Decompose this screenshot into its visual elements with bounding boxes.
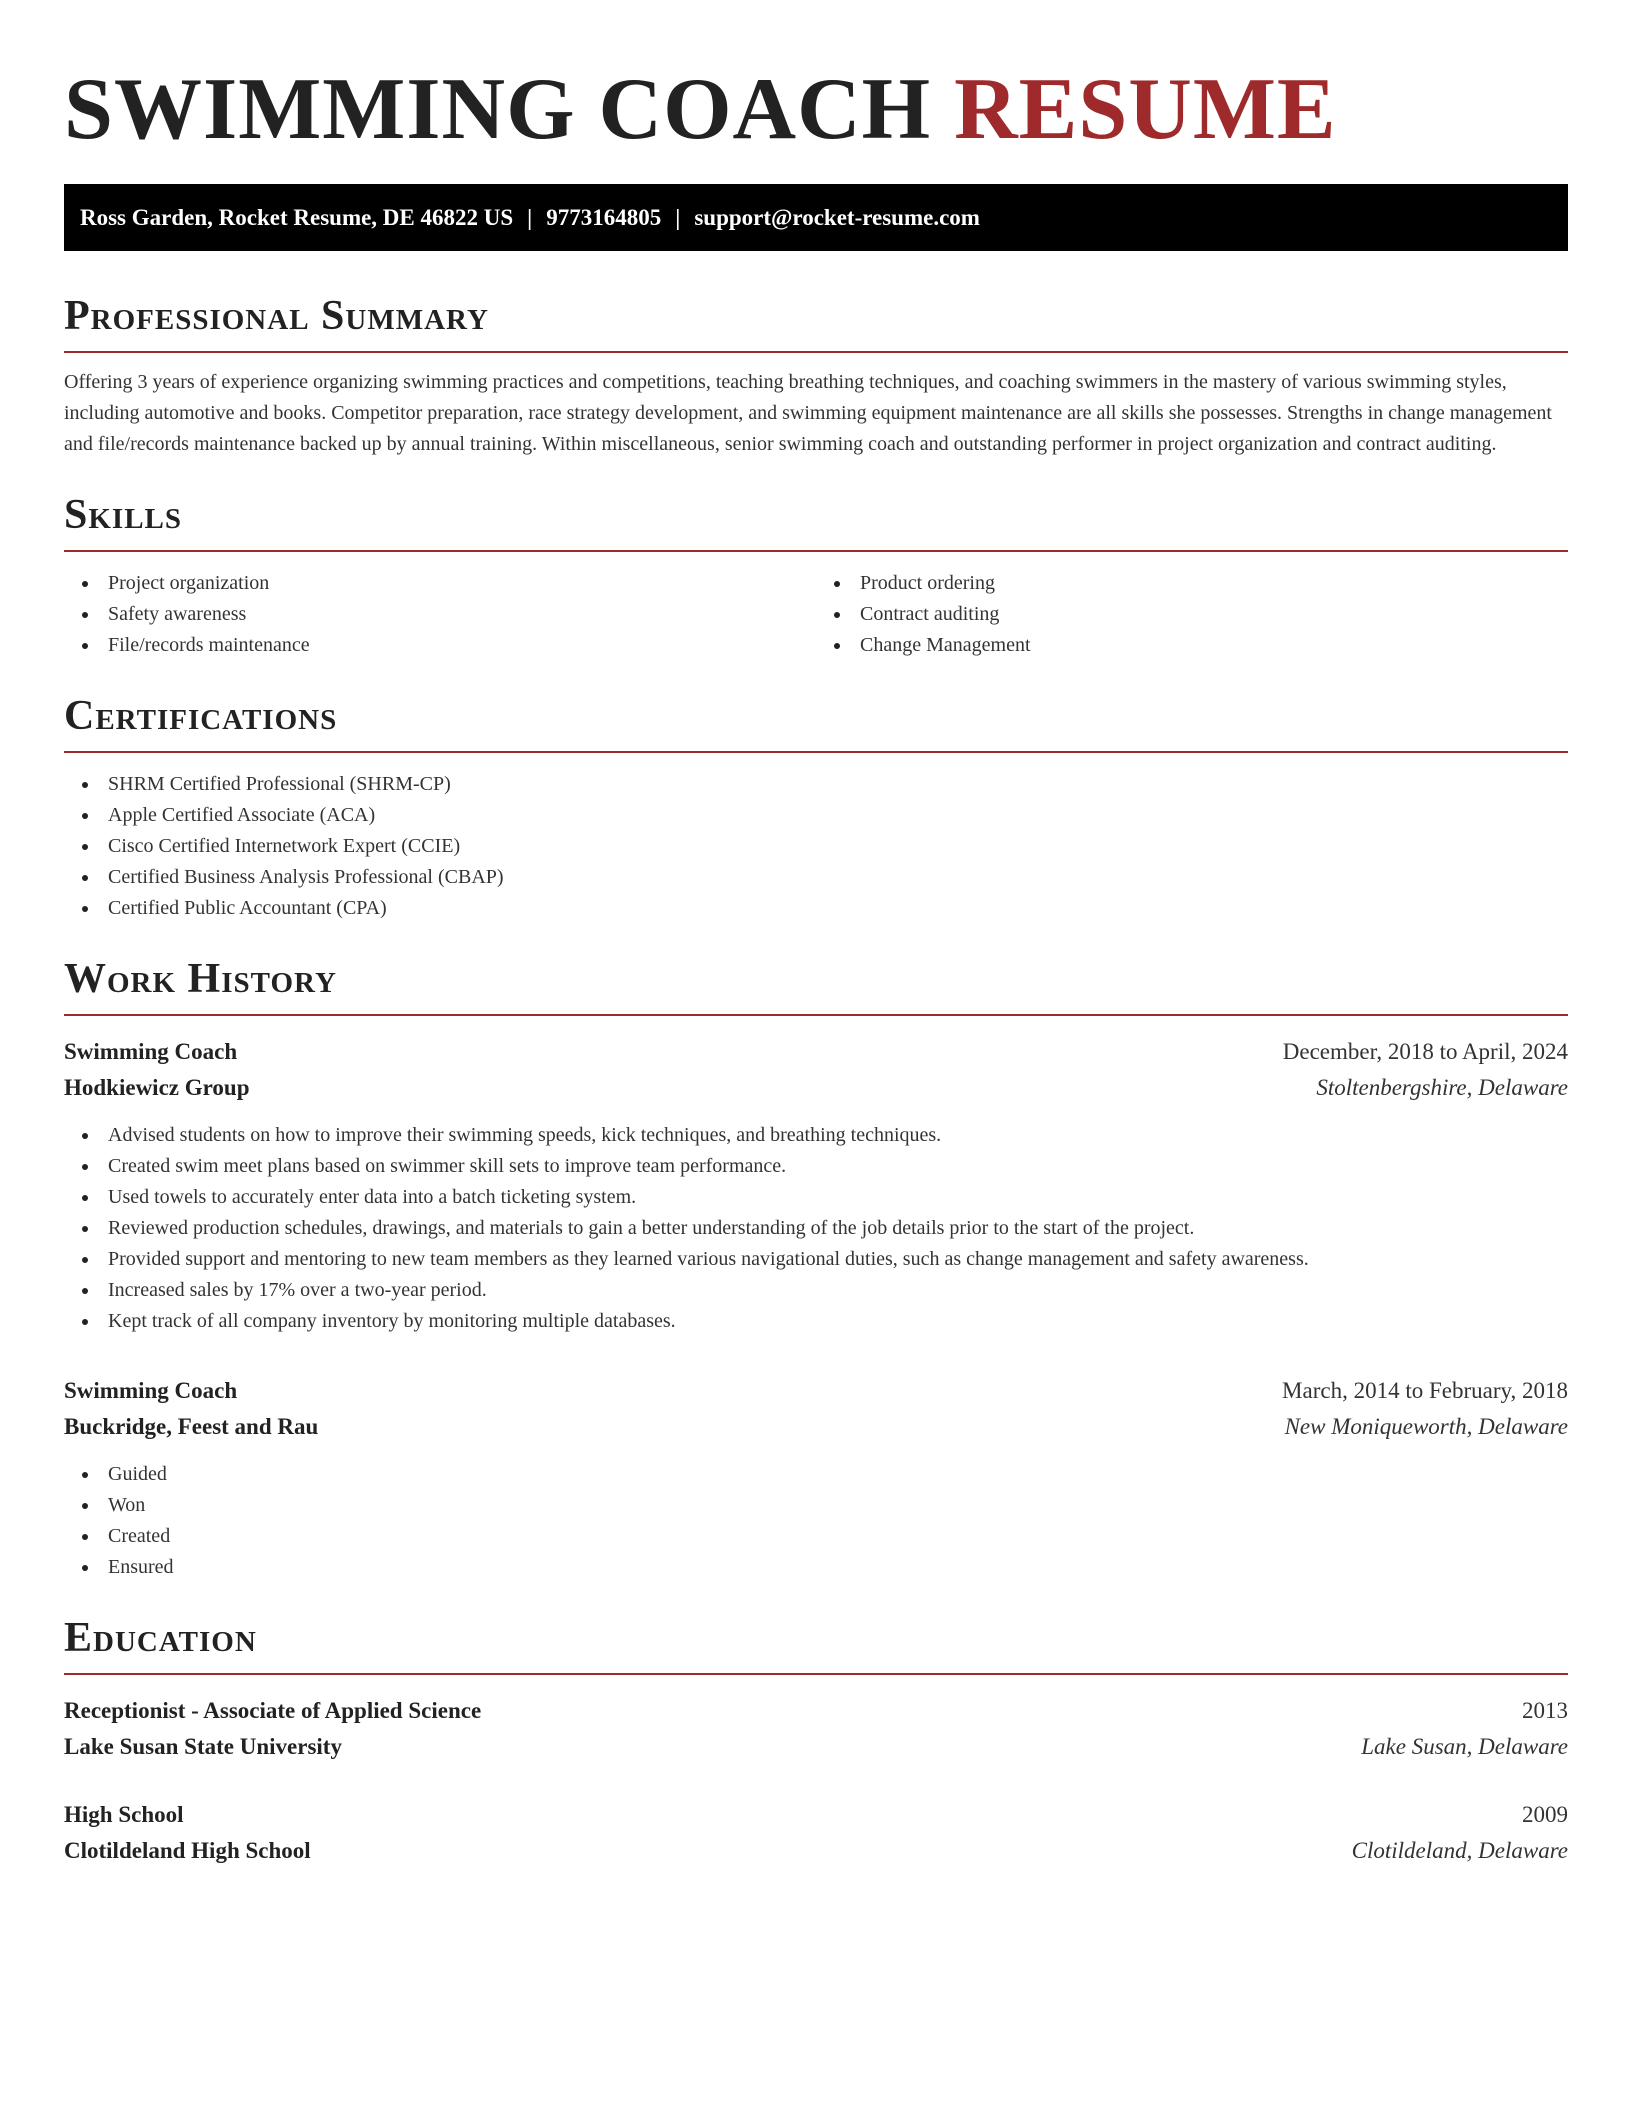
- job-duty: Advised students on how to improve their swimming speeds, kick techniques, and breathing techniques.: [64, 1120, 1568, 1151]
- job-duty: Ensured: [64, 1552, 1568, 1583]
- skill-item: Project organization: [64, 568, 816, 599]
- contact-bar: [64, 184, 1568, 251]
- certification-item: Certified Public Accountant (CPA): [64, 893, 1568, 924]
- job-entry: [64, 1034, 1568, 1337]
- education-school: Clotildeland High School: [64, 1838, 311, 1863]
- certifications-list: [64, 769, 1568, 924]
- job-location: Stoltenbergshire, Delaware: [1316, 1075, 1568, 1100]
- education-location: Lake Susan, Delaware: [1361, 1734, 1568, 1759]
- contact-address: Ross Garden, Rocket Resume, DE 46822 US: [80, 204, 514, 230]
- skills-grid: [64, 568, 1568, 661]
- education-degree: Receptionist - Associate of Applied Science: [64, 1698, 482, 1723]
- job-company-row: [64, 1070, 1568, 1106]
- job-entry: [64, 1373, 1568, 1583]
- certification-item: Apple Certified Associate (ACA): [64, 800, 1568, 831]
- education-school-row: [64, 1729, 1568, 1765]
- education-degree-row: [64, 1797, 1568, 1833]
- education-school-row: [64, 1833, 1568, 1869]
- education-heading: Education: [64, 1617, 1568, 1675]
- job-title-row: [64, 1034, 1568, 1070]
- job-duty: Guided: [64, 1459, 1568, 1490]
- job-company: Buckridge, Feest and Rau: [64, 1414, 319, 1439]
- job-duty: Created swim meet plans based on swimmer skill sets to improve team performance.: [64, 1151, 1568, 1182]
- job-duty: Reviewed production schedules, drawings, and materials to gain a better understanding of the job details prior to the start of the project.: [64, 1213, 1568, 1244]
- job-duty: Created: [64, 1521, 1568, 1552]
- education-entry: [64, 1693, 1568, 1765]
- contact-separator: |: [527, 204, 533, 230]
- certification-item: SHRM Certified Professional (SHRM-CP): [64, 769, 1568, 800]
- job-duty: Increased sales by 17% over a two-year period.: [64, 1275, 1568, 1306]
- title-main: SWIMMING COACH: [64, 61, 932, 158]
- education-school: Lake Susan State University: [64, 1734, 342, 1759]
- job-dates: December, 2018 to April, 2024: [1282, 1039, 1568, 1064]
- summary-text: Offering 3 years of experience organizing swimming practices and competitions, teaching breathing techniques, and coaching swimmers in the mastery of various swimming styles, including automotive and books. Competitor preparation, race strategy development, and swimming equipment maintenance are all skills she possesses. Strengths in change management and file/records maintenance backed up by annual training. Within miscellaneous, senior swimming coach and outstanding performer in project organization and contract auditing.: [64, 371, 1552, 455]
- certifications-section: [64, 695, 1568, 924]
- education-year: 2009: [1522, 1802, 1568, 1827]
- job-company-row: [64, 1409, 1568, 1445]
- job-title-row: [64, 1373, 1568, 1409]
- summary-heading: Professional Summary: [64, 295, 1568, 353]
- education-section: [64, 1617, 1568, 1869]
- certification-item: Cisco Certified Internetwork Expert (CCIE): [64, 831, 1568, 862]
- certifications-heading: Certifications: [64, 695, 1568, 753]
- contact-phone[interactable]: 9773164805: [546, 204, 662, 230]
- resume-title: [64, 61, 1568, 158]
- job-dates: March, 2014 to February, 2018: [1282, 1378, 1568, 1403]
- job-duties-list: [64, 1459, 1568, 1583]
- contact-separator: |: [675, 204, 681, 230]
- job-company: Hodkiewicz Group: [64, 1075, 250, 1100]
- skills-heading: Skills: [64, 494, 1568, 552]
- skill-item: Product ordering: [816, 568, 1568, 599]
- education-degree-row: [64, 1693, 1568, 1729]
- job-location: New Moniqueworth, Delaware: [1284, 1414, 1568, 1439]
- education-degree: High School: [64, 1802, 184, 1827]
- work-history-section: [64, 958, 1568, 1583]
- job-duties-list: [64, 1120, 1568, 1337]
- title-accent: RESUME: [954, 61, 1337, 158]
- education-location: Clotildeland, Delaware: [1351, 1838, 1568, 1863]
- skills-section: [64, 494, 1568, 661]
- job-title: Swimming Coach: [64, 1039, 238, 1064]
- skill-item: Change Management: [816, 630, 1568, 661]
- summary-section: [64, 295, 1568, 460]
- skill-item: Safety awareness: [64, 599, 816, 630]
- skill-item: File/records maintenance: [64, 630, 816, 661]
- job-title: Swimming Coach: [64, 1378, 238, 1403]
- job-duty: Won: [64, 1490, 1568, 1521]
- job-duty: Kept track of all company inventory by monitoring multiple databases.: [64, 1306, 1568, 1337]
- job-duty: Provided support and mentoring to new team members as they learned various navigational duties, such as change management and safety awareness.: [64, 1244, 1568, 1275]
- education-year: 2013: [1522, 1698, 1568, 1723]
- certification-item: Certified Business Analysis Professional (CBAP): [64, 862, 1568, 893]
- contact-email[interactable]: support@rocket-resume.com: [694, 204, 980, 230]
- education-entry: [64, 1797, 1568, 1869]
- skills-list-left: [64, 568, 816, 661]
- job-duty: Used towels to accurately enter data into a batch ticketing system.: [64, 1182, 1568, 1213]
- skill-item: Contract auditing: [816, 599, 1568, 630]
- skills-list-right: [816, 568, 1568, 661]
- work-history-heading: Work History: [64, 958, 1568, 1016]
